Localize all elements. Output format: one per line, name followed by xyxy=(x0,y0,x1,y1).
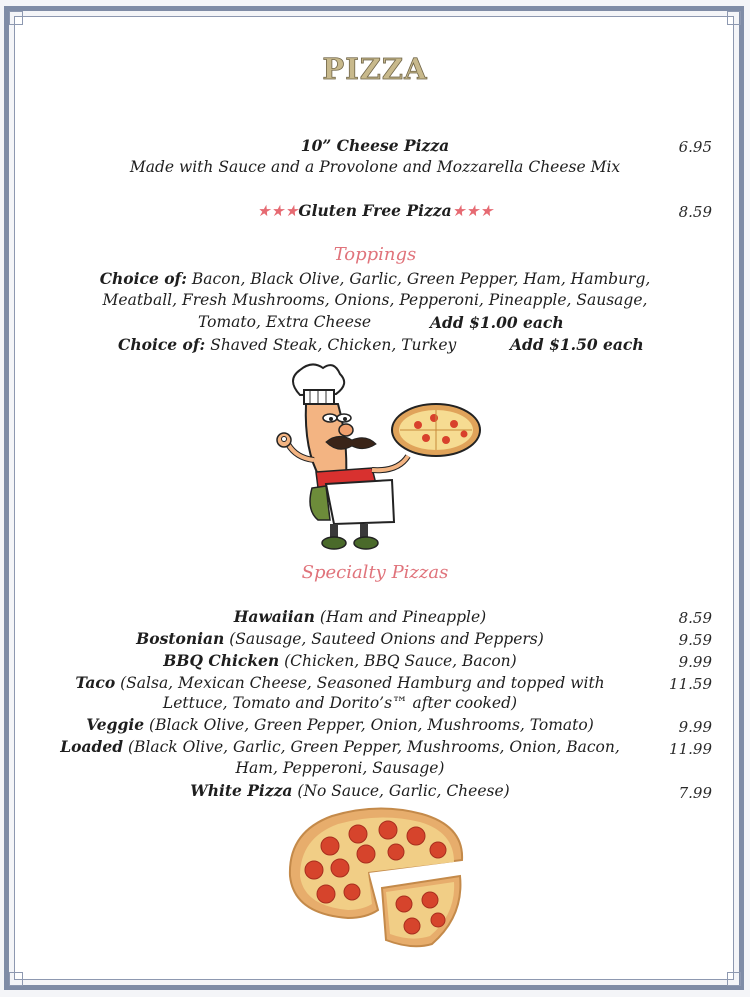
cheese-pizza-price: 6.95 xyxy=(678,138,712,156)
toppings-line-3: Tomato, Extra Cheese xyxy=(198,313,371,331)
toppings-add-1: Add $1.00 each xyxy=(430,313,564,332)
specialty-item-hawaiian: Hawaiian (Ham and Pineapple) xyxy=(233,607,487,626)
page-title: PIZZA xyxy=(322,52,428,86)
specialty-item-bostonian: Bostonian (Sausage, Sauteed Onions and Peppers) xyxy=(136,629,544,648)
gluten-free-price: 8.59 xyxy=(678,203,712,221)
specialty-item-taco-desc-2: Lettuce, Tomato and Dorito’s™ after cooked) xyxy=(162,694,518,712)
specialty-price-bbq-chicken: 9.99 xyxy=(678,653,712,671)
toppings-add-2: Add $1.50 each xyxy=(510,335,644,354)
specialty-price-bostonian: 9.59 xyxy=(678,631,712,649)
corner-ornament-br xyxy=(727,972,741,986)
specialty-item-veggie: Veggie (Black Olive, Green Pepper, Onion, Mushrooms, Tomato) xyxy=(86,715,594,734)
specialty-item-white-pizza: White Pizza (No Sauce, Garlic, Cheese) xyxy=(190,781,510,800)
corner-ornament-tr xyxy=(727,11,741,25)
specialty-price-hawaiian: 8.59 xyxy=(678,609,712,627)
gluten-free-pizza: ★★★Gluten Free Pizza★★★ xyxy=(256,201,494,220)
toppings-heading: Toppings xyxy=(333,244,417,265)
specialty-item-bbq-chicken: BBQ Chicken (Chicken, BBQ Sauce, Bacon) xyxy=(163,651,517,670)
specialty-item-loaded-desc-2: Ham, Pepperoni, Sausage) xyxy=(235,759,445,777)
toppings-line-2: Meatball, Fresh Mushrooms, Onions, Pepperoni, Pineapple, Sausage, xyxy=(102,291,648,309)
specialty-price-veggie: 9.99 xyxy=(678,718,712,736)
toppings-line-4: Choice of: Shaved Steak, Chicken, Turkey xyxy=(118,335,457,354)
specialty-price-white-pizza: 7.99 xyxy=(678,784,712,802)
specialty-price-loaded: 11.99 xyxy=(669,740,712,758)
specialty-item-taco: Taco (Salsa, Mexican Cheese, Seasoned Hamburg and topped with xyxy=(75,673,605,692)
cheese-pizza-desc: Made with Sauce and a Provolone and Mozzarella Cheese Mix xyxy=(129,158,621,176)
specialty-heading: Specialty Pizzas xyxy=(301,562,449,583)
toppings-line-1: Choice of: Bacon, Black Olive, Garlic, Green Pepper, Ham, Hamburg, xyxy=(99,269,651,288)
chef-icon xyxy=(268,360,488,555)
specialty-item-loaded: Loaded (Black Olive, Garlic, Green Pepper, Mushrooms, Onion, Bacon, xyxy=(60,737,620,756)
corner-ornament-tl xyxy=(9,11,23,25)
pizza-icon xyxy=(282,806,466,952)
cheese-pizza-name: 10” Cheese Pizza xyxy=(300,136,450,155)
corner-ornament-bl xyxy=(9,972,23,986)
specialty-price-taco: 11.59 xyxy=(669,675,712,693)
